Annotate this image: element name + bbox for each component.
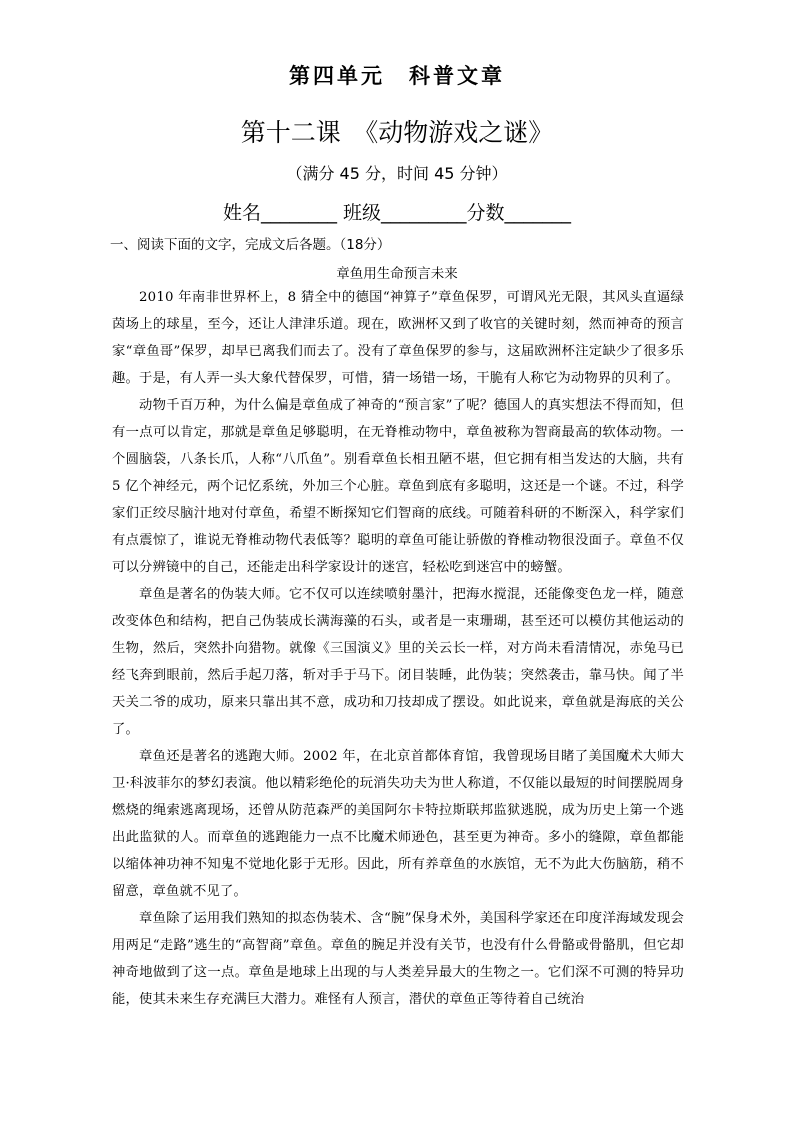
paragraph: 章鱼是著名的伪装大师。它不仅可以连续喷射墨汁，把海水搅混，还能像变色龙一样，随意改变体色和结构，把自己伪装成长满海藻的石头，或者是一束珊瑚，甚至还可以模仿其他运动的生物，然后，突然扑向猎物。就像《三国演义》里的关云长一样，对方尚未看清情况，赤兔马已经飞奔到眼前，然后手起刀落，斩对手于马下。闭目装睡，此伪装；突然袭击，靠马快。闻了半天关二爷的成功，原来只靠出其不意，成功和刀技却成了摆设。如此说来，章鱼就是海底的关公了。 bbox=[112, 587, 684, 737]
article-title: 章鱼用生命预言未来 bbox=[336, 266, 458, 282]
section-heading: 一、阅读下面的文字，完成文后各题。（18分） bbox=[110, 237, 391, 253]
lesson-title: 第十二课 《动物游戏之谜》 bbox=[240, 118, 554, 147]
article-body bbox=[112, 284, 684, 1013]
paragraph: 2010 年南非世界杯上，8 猜全中的德国“神算子”章鱼保罗，可谓风光无限，其风头直逼绿茵场上的球星，至今，还让人津津乐道。现在，欧洲杯又到了收官的关键时刻，然而神奇的预言家“章鱼哥”保罗，却早已离我们而去了。没有了章鱼保罗的参与，这届欧洲杯注定缺少了很多乐趣。于是，有人弄一头大象代替保罗，可惜，猜一场错一场，干脆有人称它为动物界的贝利了。 bbox=[112, 290, 684, 386]
unit-title: 第四单元 科普文章 bbox=[289, 64, 505, 88]
paragraph: 动物千百万种，为什么偏是章鱼成了神奇的“预言家”了呢？德国人的真实想法不得而知，但有一点可以肯定，那就是章鱼足够聪明，在无脊椎动物中，章鱼被称为智商最高的软体动物。一个圆脑袋，八条长爪，人称“八爪鱼”。别看章鱼长相丑陋不堪，但它拥有相当发达的大脑，共有 5 亿个神经元，两个记忆系统，外加三个心脏。章鱼到底有多聪明，这还是一个谜。不过，科学家们正绞尽脑汁地对付章鱼，希望不断探知它们智商的底线。可随着科研的不断深入，科学家们有点震惊了，谁说无脊椎动物代表低等？聪明的章鱼可能让骄傲的脊椎动物很没面子。章鱼不仅可以分辨镜中的自己，还能走出科学家设计的迷宫，轻松吃到迷宫中的螃蟹。 bbox=[112, 398, 684, 575]
paragraph: 章鱼还是著名的逃跑大师。2002 年，在北京首都体育馆，我曾现场目睹了美国魔术大师大卫·科波菲尔的梦幻表演。他以精彩绝伦的玩消失功夫为世人称道，不仅能以最短的时间摆脱周身燃烧的绳索逃离现场，还曾从防范森严的美国阿尔卡特拉斯联邦监狱逃脱，成为历史上第一个逃出此监狱的人。而章鱼的逃跑能力一点不比魔术师逊色，甚至更为神奇。多小的缝隙，章鱼都能以缩体神功神不知鬼不觉地化影于无形。因此，所有养章鱼的水族馆，无不为此大伤脑筋，稍不留意，章鱼就不见了。 bbox=[112, 749, 684, 899]
score-info: （满分 45 分，时间 45 分钟） bbox=[286, 164, 508, 183]
paragraph: 章鱼除了运用我们熟知的拟态伪装术、含“腕”保身术外，美国科学家还在印度洋海域发现会用两足“走路”逃生的“高智商”章鱼。章鱼的腕足并没有关节，也没有什么骨骼或骨骼肌，但它却神奇地做到了这一点。章鱼是地球上出现的与人类差异最大的生物之一。它们深不可测的特异功能，使其未来生存充满巨大潜力。难怪有人预言，潜伏的章鱼正等待着自己统治 bbox=[112, 911, 684, 1007]
student-info-line: 姓名________ 班级_________分数_______ bbox=[222, 202, 572, 224]
